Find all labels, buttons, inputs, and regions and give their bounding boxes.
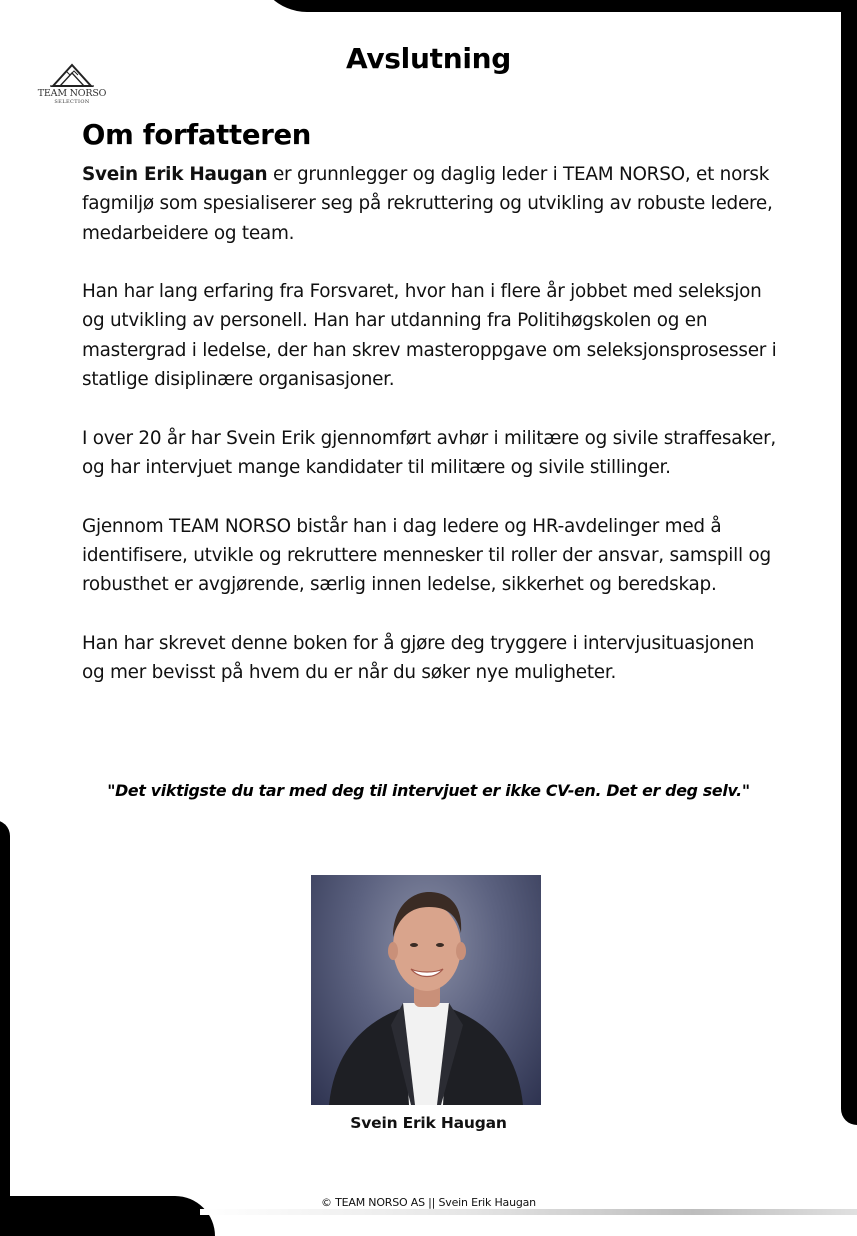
page-footer: © TEAM NORSO AS || Svein Erik Haugan [321,1196,536,1209]
bio-paragraph-3: I over 20 år har Svein Erik gjennomført avhør i militære og sivile straffesaker, og har intervjuet mange kandidater til militære og sivile stillinger. [82,427,777,478]
bio-paragraph-1 [82,160,782,248]
section-heading: Om forfatteren [82,119,312,151]
bio-paragraph-4: Gjennom TEAM NORSO bistår han i dag ledere og HR-avdelinger med å identifisere, utvikle og rekruttere mennesker til roller der ansvar, samspill og robusthet er avgjørende, særlig innen ledelse, sikkerhet og beredskap. [82,515,771,596]
logo-sub-text: SELECTION [54,99,90,105]
author-portrait-icon [311,875,541,1105]
decorative-frame-left [0,820,10,1210]
logo-name-text: TEAM NORSO [37,88,107,99]
decorative-frame-right [841,0,857,1125]
photo-caption: Svein Erik Haugan [350,1114,507,1132]
author-bio [82,160,782,717]
page-bottom-edge [200,1209,857,1215]
decorative-frame-top [255,0,857,12]
author-photo [311,875,541,1105]
bio-paragraph-2: Han har lang erfaring fra Forsvaret, hvor han i flere år jobbet med seleksjon og utvikling av personell. Han har utdanning fra Politihøgskolen og en mastergrad i ledelse, der han skrev masteroppgave om seleksjonsprosesser i statlige disiplinære organisasjoner. [82,281,777,391]
page-title: Avslutning [345,42,511,75]
author-quote: "Det viktigste du tar med deg til intervjuet er ikke CV-en. Det er deg selv." [107,781,750,800]
author-name-bold: Svein Erik Haugan [82,164,268,185]
bio-paragraph-1-text: er grunnlegger og daglig leder i TEAM NORSO, et norsk fagmiljø som spesialiserer seg på rekruttering og utvikling av robuste ledere, medarbeidere og team. [82,164,773,244]
bio-paragraph-5: Han har skrevet denne boken for å gjøre deg tryggere i intervjusituasjonen og mer bevisst på hvem du er når du søker nye muligheter. [82,632,755,684]
